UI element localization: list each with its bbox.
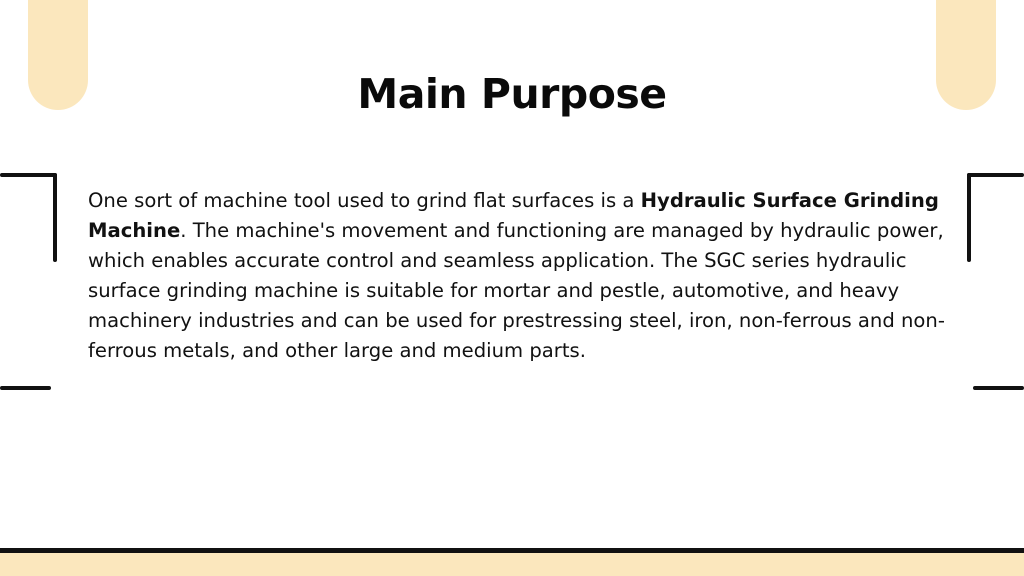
footer-band xyxy=(0,553,1024,576)
bracket-left-top-line xyxy=(0,173,57,177)
paragraph-rest: . The machine's movement and functioning are managed by hydraulic power, which enables accurate control and seamless application. The SGC series hydraulic surface grinding machine is suitable for mortar and pestle, automotive, and heavy machinery industries and can be used for prestressing steel, iron, non-ferrous and non-ferrous metals, and other large and medium parts. xyxy=(88,219,945,362)
bracket-left-bottom-line xyxy=(0,386,51,390)
slide-title: Main Purpose xyxy=(357,70,667,118)
body-paragraph xyxy=(88,186,948,366)
paragraph-highlight: Hydraulic Surface Grinding Machine xyxy=(88,189,939,242)
bracket-right-top-line xyxy=(967,173,1024,177)
paragraph-intro: One sort of machine tool used to grind flat surfaces is a xyxy=(88,189,641,212)
bracket-left-vertical-line xyxy=(53,173,57,262)
bracket-right-vertical-line xyxy=(967,173,971,262)
bracket-right-bottom-line xyxy=(973,386,1024,390)
